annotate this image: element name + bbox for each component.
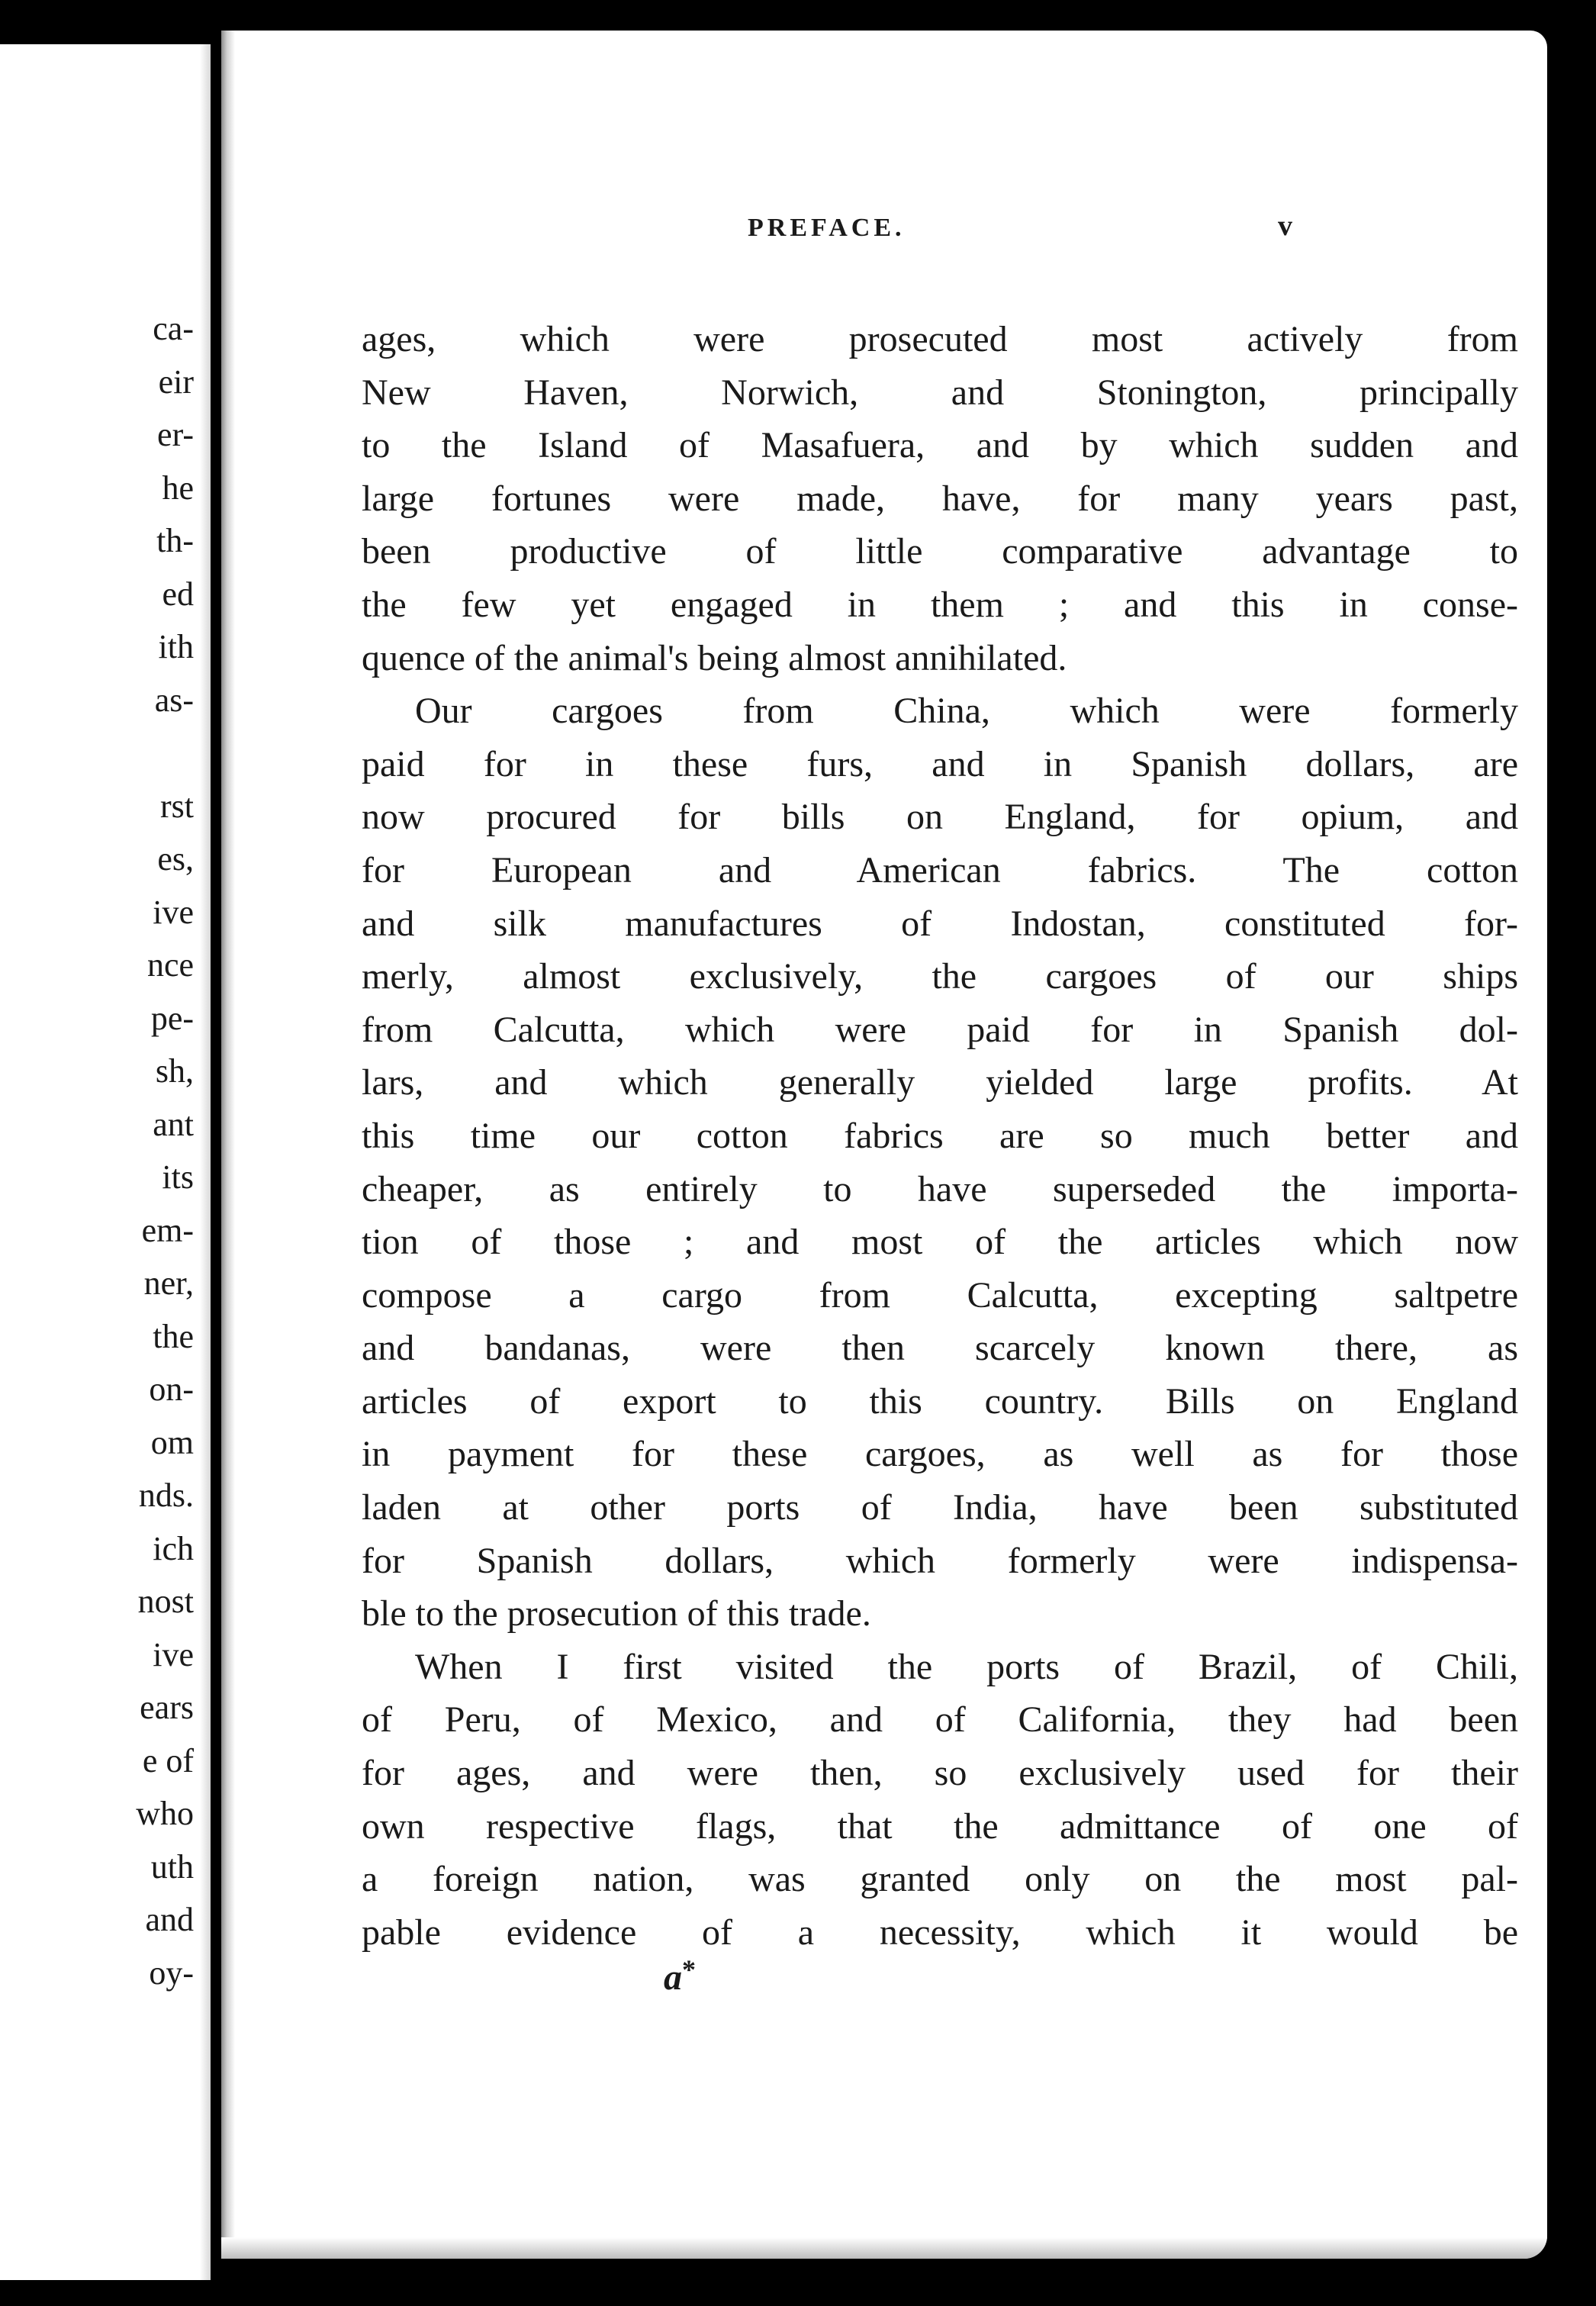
left-page-fragment: nds. bbox=[138, 1477, 194, 1514]
left-page-fragment: em- bbox=[141, 1211, 194, 1249]
left-page-fragment: ant bbox=[153, 1105, 194, 1143]
text-line: for European and American fabrics. The cotton bbox=[362, 849, 1518, 891]
left-page-fragment: ed bbox=[162, 575, 194, 613]
text-line: pable evidence of a necessity, which it would be bbox=[362, 1911, 1518, 1953]
left-page-fragment: er- bbox=[157, 416, 194, 453]
text-line: ages, which were prosecuted most actively from bbox=[362, 319, 1518, 359]
left-page-fragment: rst bbox=[160, 787, 194, 825]
left-page-fragment: nost bbox=[137, 1583, 194, 1620]
left-page-fragment: as- bbox=[154, 681, 194, 719]
paragraph bbox=[362, 684, 1518, 1641]
text-line: to the Island of Masafuera, and by which sudden and bbox=[362, 425, 1518, 466]
body-text bbox=[362, 313, 1518, 1959]
text-line: this time our cotton fabrics are so much better and bbox=[362, 1115, 1518, 1156]
text-line: for Spanish dollars, which formerly were indispensa- bbox=[362, 1540, 1518, 1581]
left-page-fragment: e of bbox=[142, 1741, 194, 1779]
text-line: of Peru, of Mexico, and of California, they had been bbox=[362, 1699, 1518, 1741]
running-head: PREFACE. bbox=[748, 214, 906, 242]
left-page-fragment: sh, bbox=[155, 1052, 194, 1090]
text-line: in payment for these cargoes, as well as for those bbox=[362, 1434, 1518, 1475]
text-line: the few yet engaged in them ; and this in conse- bbox=[362, 584, 1518, 625]
left-page-fragment: who bbox=[136, 1795, 194, 1832]
left-page-fragment: th- bbox=[156, 522, 194, 559]
text-line: When I first visited the ports of Brazil, of Chili, bbox=[415, 1646, 1518, 1687]
signature-letter: a bbox=[664, 1957, 682, 1998]
left-page-fragment: ith bbox=[158, 628, 194, 665]
left-page-fragment: om bbox=[150, 1423, 194, 1461]
text-line: large fortunes were made, have, for many years past, bbox=[362, 478, 1518, 519]
text-line: and bandanas, were then scarcely known there, as bbox=[362, 1328, 1518, 1369]
left-page-fragment: he bbox=[162, 469, 194, 507]
text-line: laden at other ports of India, have been substituted bbox=[362, 1487, 1518, 1528]
left-page-fragment: and bbox=[145, 1901, 194, 1938]
left-page-fragment: ears bbox=[140, 1689, 194, 1726]
left-page-fragment: uth bbox=[150, 1847, 194, 1886]
left-page-fragment: on- bbox=[149, 1370, 194, 1408]
text-line: a foreign nation, was granted only on the most pal- bbox=[362, 1859, 1518, 1900]
left-page-fragment: eir bbox=[158, 362, 194, 401]
left-page-line-fragments bbox=[136, 302, 194, 1999]
text-line: ble to the prosecution of this trade. bbox=[362, 1593, 871, 1634]
right-page bbox=[221, 31, 1547, 2259]
text-line: and silk manufactures of Indostan, constituted for- bbox=[362, 903, 1518, 944]
signature-star: * bbox=[682, 1954, 696, 1985]
text-line: Our cargoes from China, which were formerly bbox=[415, 691, 1518, 732]
text-line: paid for in these furs, and in Spanish dollars, are bbox=[362, 743, 1518, 784]
paragraph bbox=[362, 313, 1518, 684]
left-page-gap bbox=[136, 726, 194, 780]
left-page-fragment: ich bbox=[153, 1529, 194, 1567]
left-page-fragment: ca- bbox=[153, 310, 194, 347]
text-line: cheaper, as entirely to have superseded the importa- bbox=[362, 1168, 1518, 1209]
left-page-fragment: ner, bbox=[143, 1264, 194, 1302]
left-page bbox=[0, 44, 211, 2280]
text-line: quence of the animal's being almost annihilated. bbox=[362, 637, 1067, 678]
paragraph bbox=[362, 1641, 1518, 1960]
left-page-fragment: ive bbox=[153, 1635, 194, 1673]
left-page-fragment: nce bbox=[146, 946, 194, 984]
text-line: own respective flags, that the admittance of one of bbox=[362, 1805, 1518, 1847]
text-line: compose a cargo from Calcutta, excepting saltpetre bbox=[362, 1274, 1518, 1316]
left-page-fragment: the bbox=[153, 1317, 194, 1355]
text-line: been productive of little comparative advantage to bbox=[362, 531, 1518, 572]
left-page-fragment: ive bbox=[153, 893, 194, 931]
text-line: lars, and which generally yielded large profits. At bbox=[362, 1062, 1518, 1103]
text-line: tion of those ; and most of the articles which now bbox=[362, 1222, 1518, 1263]
text-line: for ages, and were then, so exclusively used for their bbox=[362, 1753, 1518, 1794]
text-line: merly, almost exclusively, the cargoes of our ships bbox=[362, 956, 1518, 997]
left-page-fragment: oy- bbox=[149, 1953, 194, 1992]
left-page-fragment: pe- bbox=[150, 999, 194, 1037]
text-line: New Haven, Norwich, and Stonington, principally bbox=[362, 372, 1518, 413]
left-page-fragment: its bbox=[162, 1158, 194, 1196]
signature-mark bbox=[664, 1953, 696, 1998]
left-page-gutter bbox=[200, 44, 211, 2280]
text-line: now procured for bills on England, for opium, and bbox=[362, 797, 1518, 838]
page-number: v bbox=[1278, 210, 1292, 242]
page-bottom-edge bbox=[221, 2237, 1547, 2259]
book-spine bbox=[221, 31, 235, 2259]
left-page-fragment: es, bbox=[157, 840, 194, 878]
text-line: articles of export to this country. Bills on England bbox=[362, 1380, 1518, 1422]
text-line: from Calcutta, which were paid for in Spanish dol- bbox=[362, 1009, 1518, 1050]
